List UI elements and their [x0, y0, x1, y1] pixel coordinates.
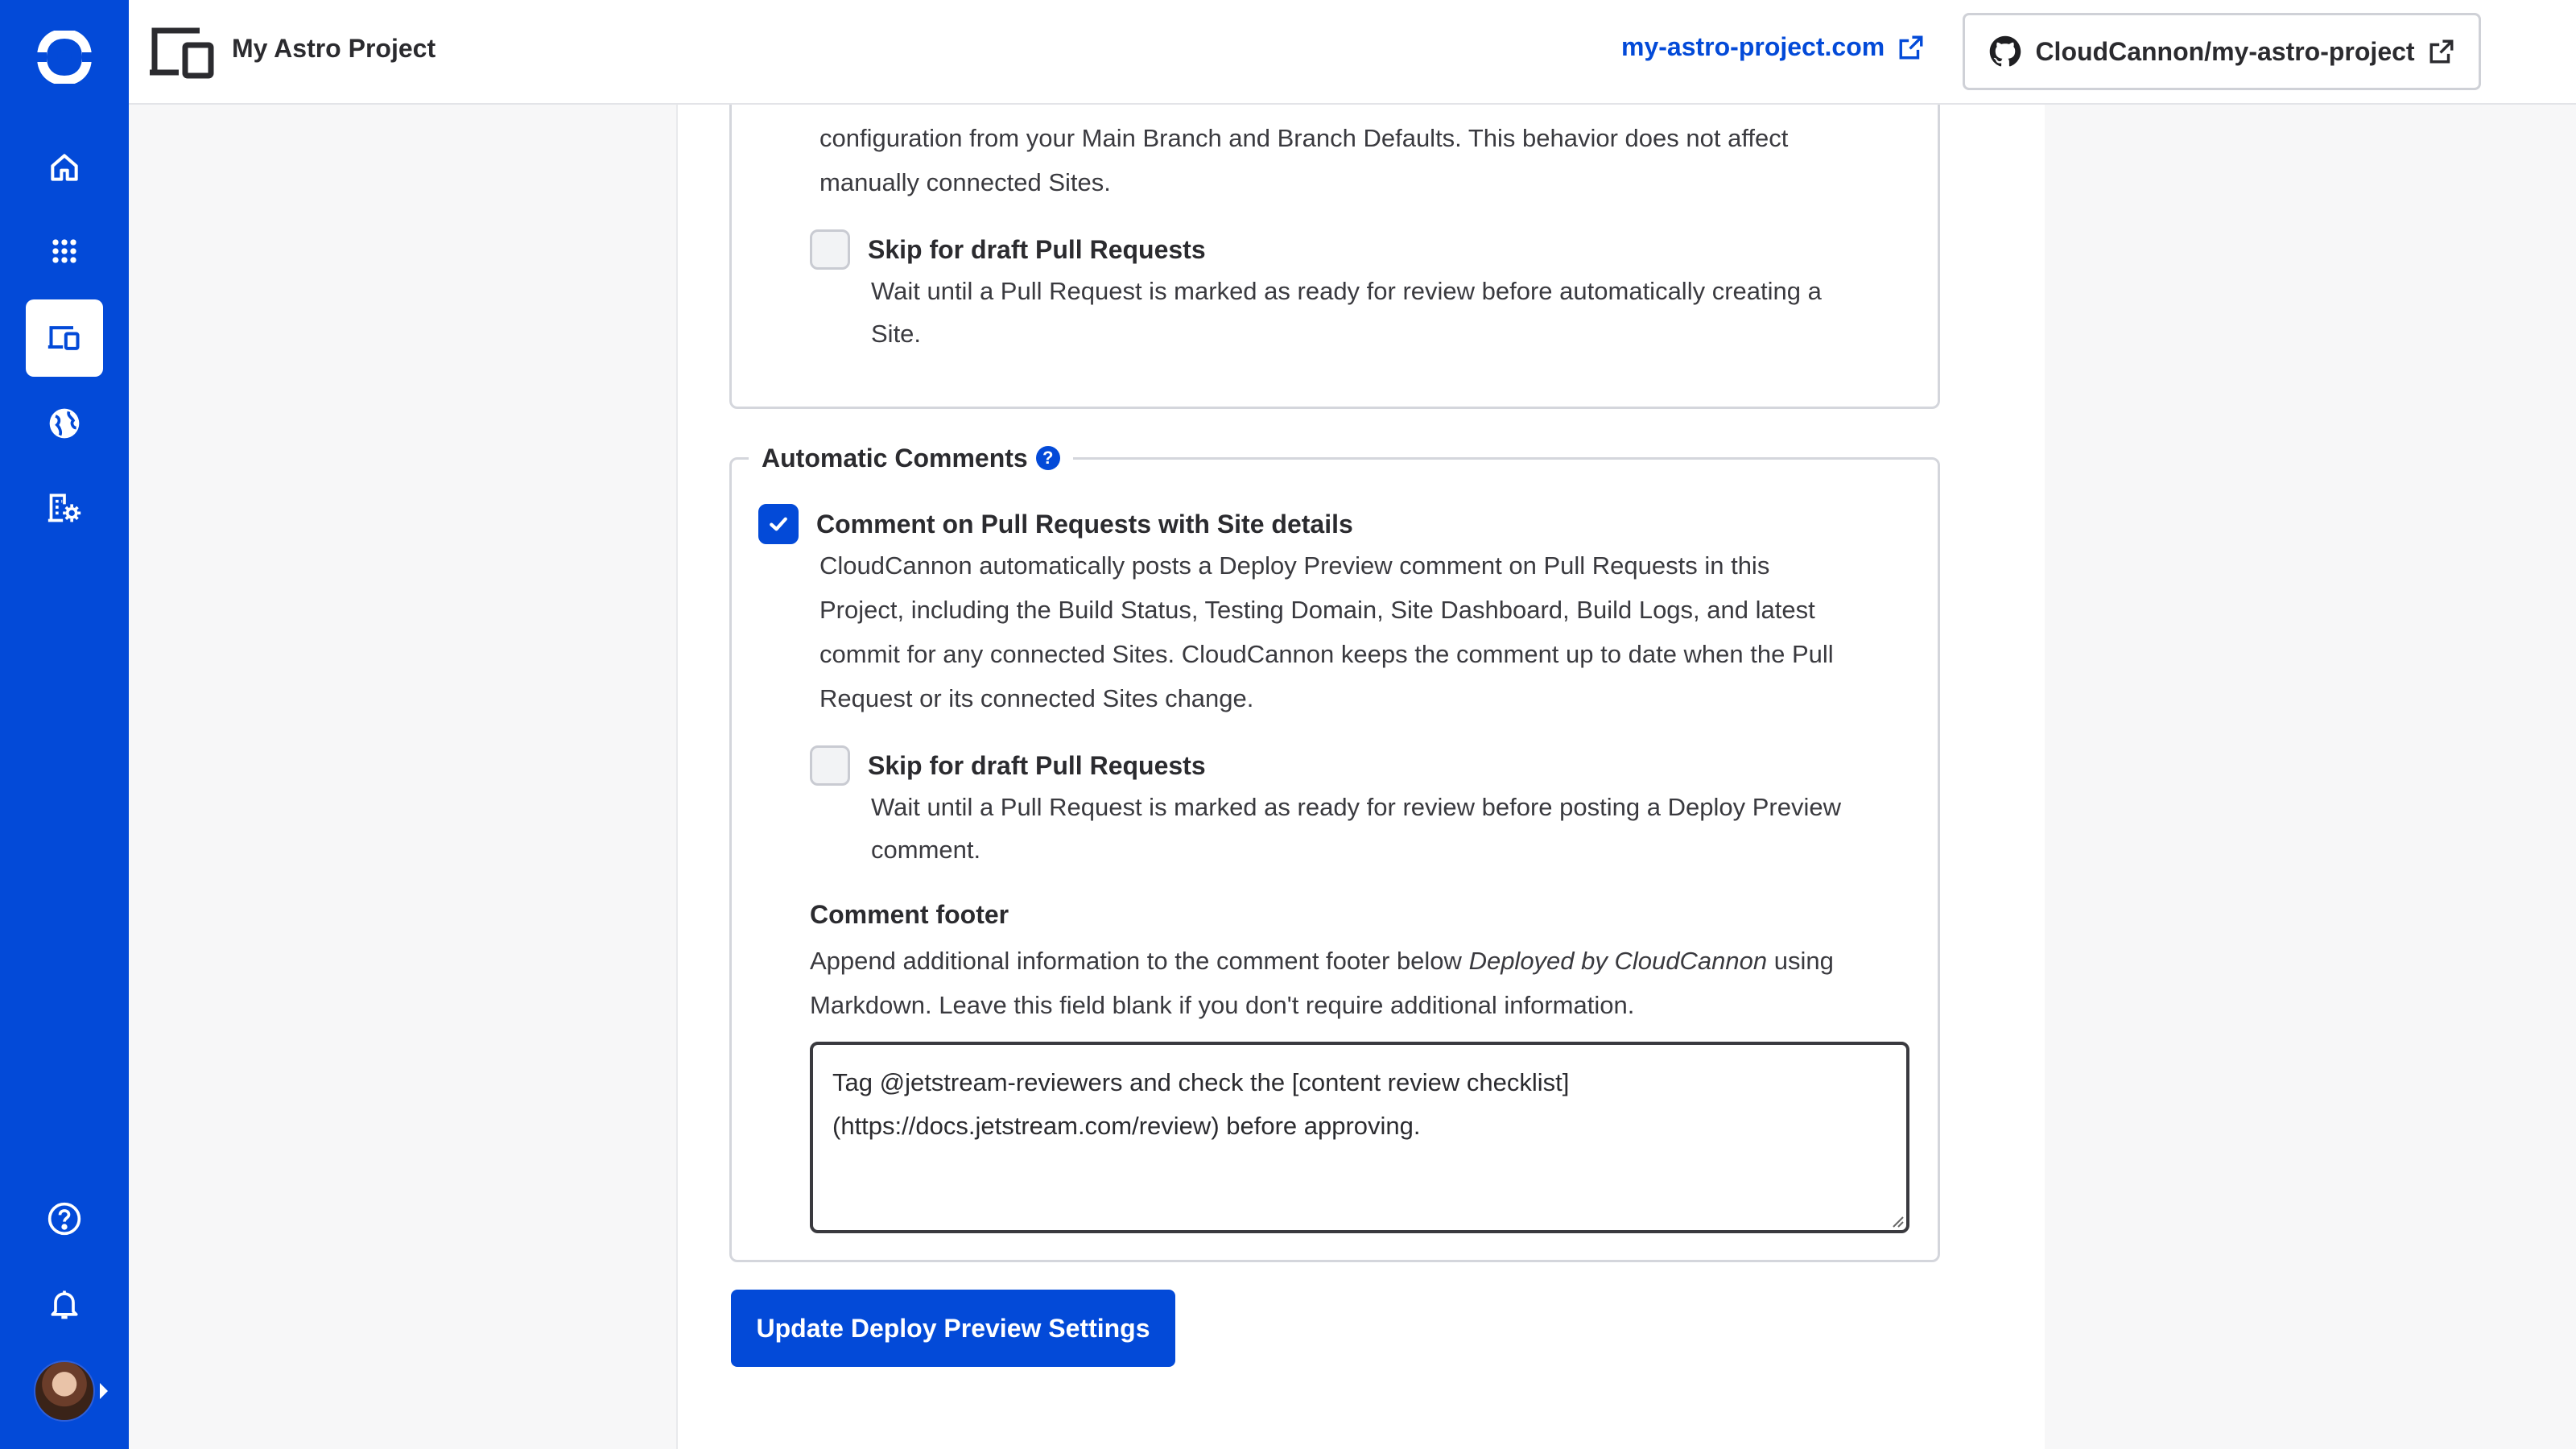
comment-footer-desc-line1 — [810, 939, 1834, 983]
devices-icon — [148, 24, 216, 79]
avatar[interactable] — [34, 1360, 95, 1422]
repository-button[interactable] — [1963, 13, 2481, 90]
site-domain-link[interactable] — [1621, 32, 1925, 62]
skip-draft-sites-label: Skip for draft Pull Requests — [868, 235, 1206, 264]
comment-on-pr-desc-line1: CloudCannon automatically posts a Deploy Preview comment on Pull Requests in this — [819, 551, 1770, 580]
resize-grip-icon[interactable] — [1889, 1212, 1905, 1228]
comment-footer-title: Comment footer — [810, 900, 1009, 929]
globe-icon — [47, 406, 82, 441]
skip-draft-sites-checkbox[interactable] — [810, 229, 850, 270]
skip-draft-comments-checkbox[interactable] — [810, 745, 850, 786]
sidebar-item-domains[interactable] — [26, 385, 103, 462]
automatic-sites-desc-line2: manually connected Sites. — [819, 168, 1111, 196]
comment-footer-textarea[interactable]: Tag @jetstream-reviewers and check the [content review checklist] (https://docs.jetstream.com/review) before approving. — [810, 1042, 1909, 1233]
repository-label: CloudCannon/my-astro-project — [2035, 36, 2415, 66]
checkmark-icon — [766, 512, 791, 536]
automatic-comments-title: Automatic Comments — [762, 443, 1028, 473]
automatic-comments-legend — [749, 440, 1073, 477]
sidebar-item-apps[interactable] — [26, 213, 103, 290]
update-deploy-preview-settings-button[interactable]: Update Deploy Preview Settings — [731, 1290, 1175, 1367]
comment-on-pr-checkbox[interactable] — [758, 504, 799, 544]
comment-on-pr-label: Comment on Pull Requests with Site details — [816, 510, 1353, 539]
skip-draft-sites-desc-line1: Wait until a Pull Request is marked as ready for review before automatically creating a — [871, 277, 1822, 305]
sidebar-item-home[interactable] — [26, 129, 103, 206]
sidebar-item-notifications[interactable] — [26, 1265, 103, 1343]
skip-draft-comments-label: Skip for draft Pull Requests — [868, 751, 1206, 780]
skip-draft-comments-desc-line2: comment. — [871, 836, 981, 864]
apps-grid-icon — [47, 233, 82, 269]
sidebar-item-org-settings[interactable] — [26, 469, 103, 546]
comment-footer-desc-post: using — [1767, 947, 1834, 975]
caret-right-icon[interactable] — [100, 1383, 108, 1399]
comment-footer-desc-pre: Append additional information to the comment footer below — [810, 947, 1469, 975]
sidebar — [0, 0, 129, 1449]
comment-on-pr-desc-line2: Project, including the Build Status, Testing Domain, Site Dashboard, Build Logs, and latest — [819, 596, 1815, 624]
sidebar-item-sites[interactable] — [26, 299, 103, 377]
project-title: My Astro Project — [232, 34, 436, 63]
comment-footer-desc-em: Deployed by CloudCannon — [1468, 947, 1768, 975]
external-link-icon — [1897, 34, 1925, 61]
comment-on-pr-desc-line4: Request or its connected Sites change. — [819, 684, 1254, 712]
devices-icon — [47, 320, 82, 356]
comment-footer-desc-line2: Markdown. Leave this field blank if you don't require additional information. — [810, 991, 1635, 1019]
skip-draft-sites-desc-line2: Site. — [871, 320, 922, 348]
org-settings-icon — [47, 489, 82, 525]
github-icon — [1988, 35, 2022, 68]
top-header — [129, 0, 2576, 105]
comment-on-pr-desc-line3: commit for any connected Sites. CloudCannon keeps the comment up to date when the Pull — [819, 640, 1834, 668]
cloudcannon-logo-icon[interactable] — [35, 31, 93, 84]
home-icon — [47, 150, 82, 185]
external-link-icon — [2428, 38, 2455, 65]
help-circle-icon[interactable]: ? — [1036, 446, 1060, 470]
help-icon — [47, 1201, 82, 1236]
sidebar-item-help[interactable] — [26, 1180, 103, 1257]
site-domain-label: my-astro-project.com — [1621, 32, 1885, 61]
automatic-sites-desc-line1: configuration from your Main Branch and Branch Defaults. This behavior does not affect — [819, 124, 1789, 152]
bell-icon — [47, 1286, 82, 1322]
skip-draft-comments-desc-line1: Wait until a Pull Request is marked as ready for review before posting a Deploy Preview — [871, 793, 1841, 821]
